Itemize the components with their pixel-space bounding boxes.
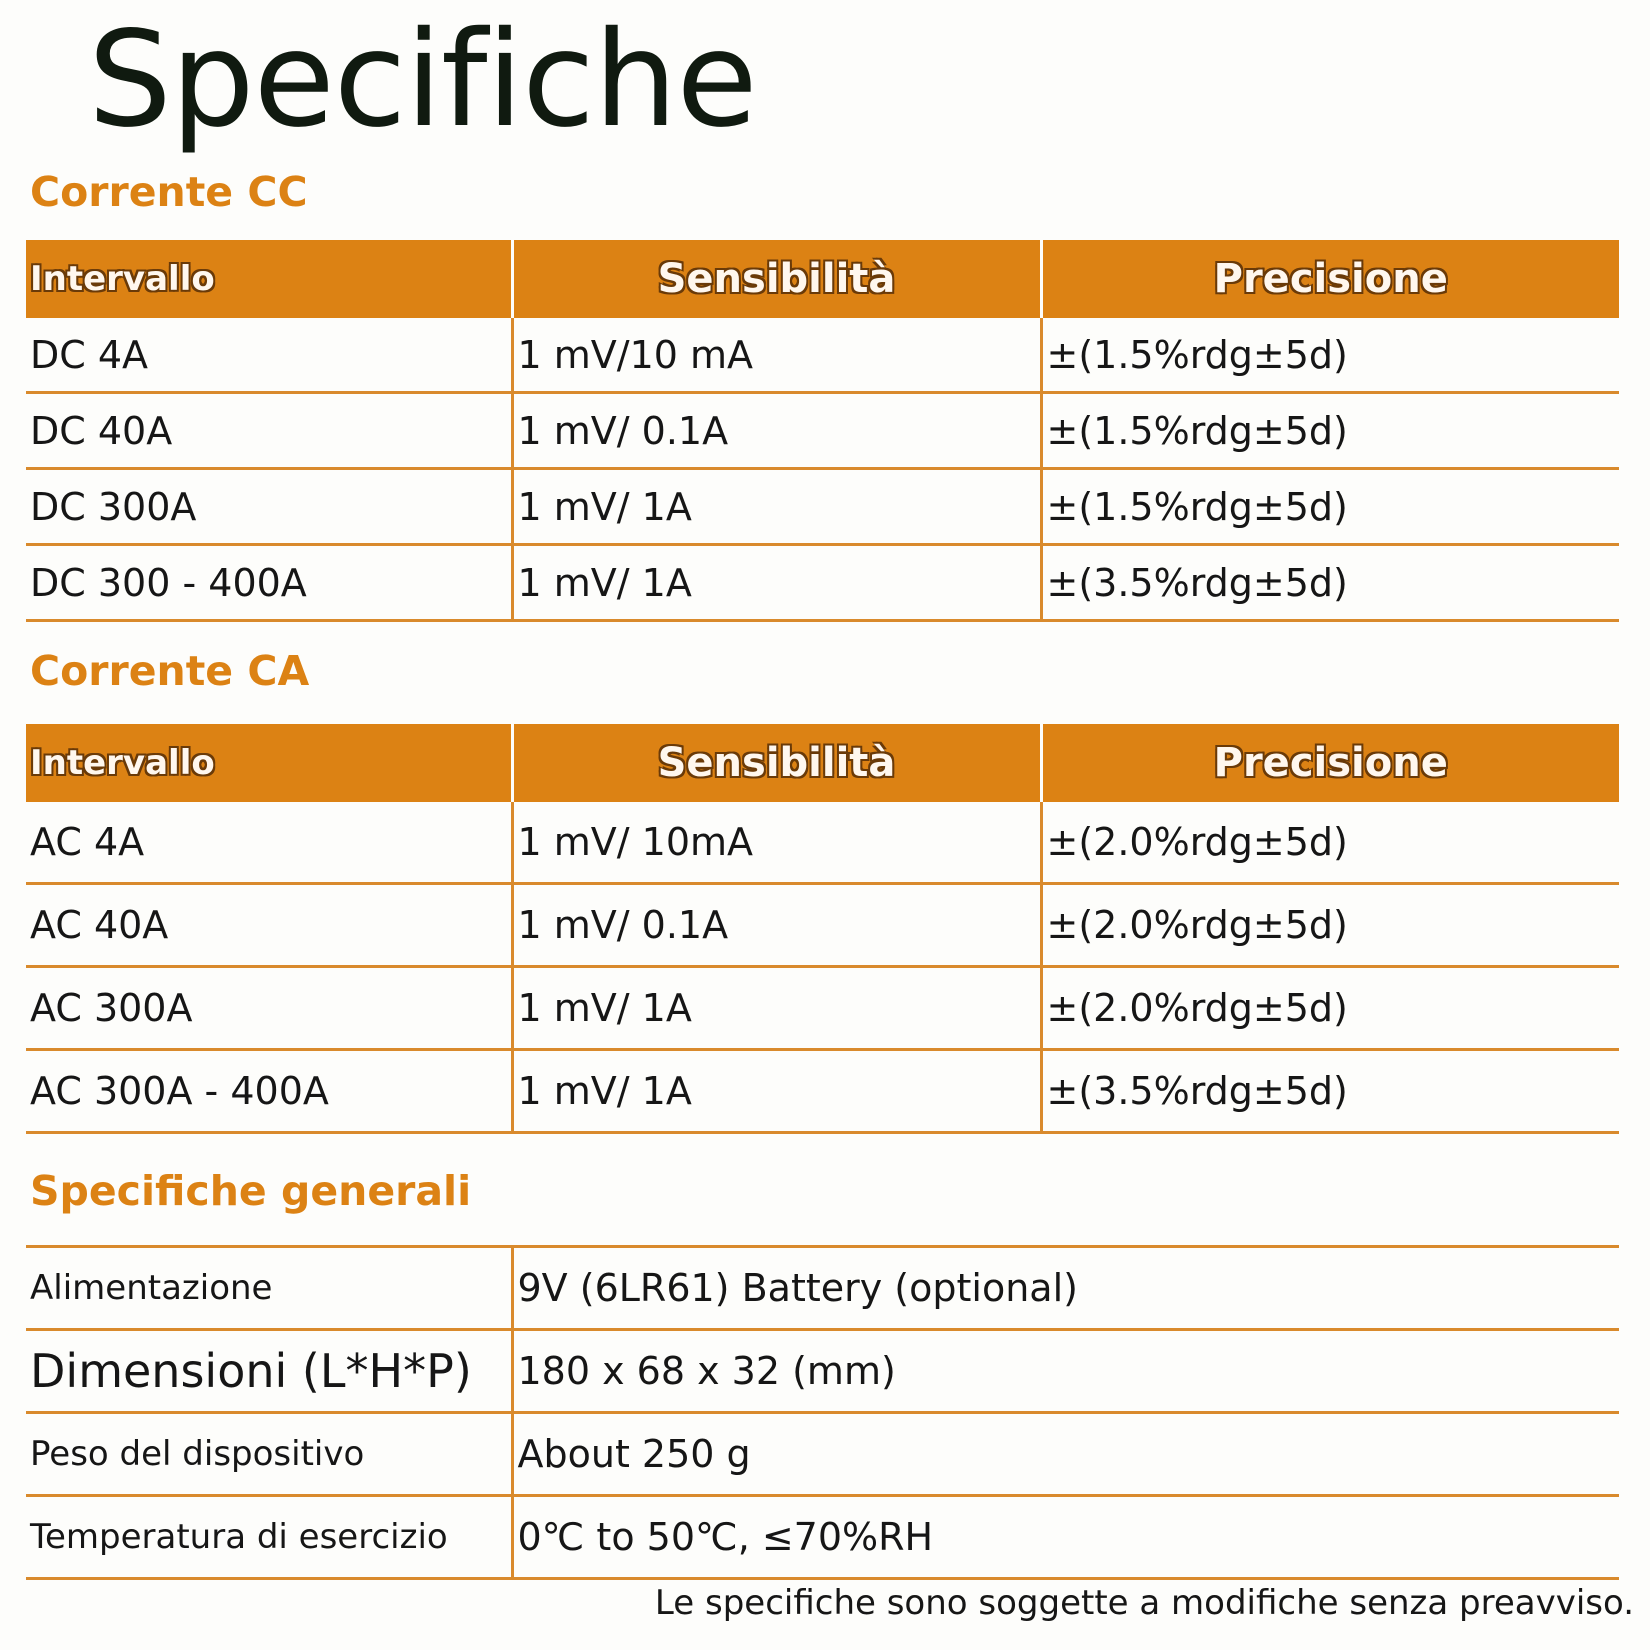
range-cell: AC 40A (26, 884, 512, 967)
header-sensitivity: Sensibilità (512, 724, 1041, 802)
range-cell: DC 300A (26, 469, 512, 545)
table-row (26, 469, 1619, 545)
table-row (26, 545, 1619, 621)
table-row (26, 1496, 1619, 1579)
accuracy-cell: ±(2.0%rdg±5d) (1041, 967, 1619, 1050)
header-sensitivity: Sensibilità (512, 240, 1041, 318)
accuracy-cell: ±(3.5%rdg±5d) (1041, 1050, 1619, 1133)
dc-spec-table (26, 240, 1619, 622)
table-header-row (26, 240, 1619, 318)
general-spec-table (26, 1245, 1619, 1580)
ac-section-title: Corrente CA (30, 647, 310, 695)
footnote: Le specifiche sono soggette a modifiche senza preavviso. (654, 1583, 1634, 1623)
dc-section-title: Corrente CC (30, 168, 308, 216)
page-title: Specifiche (88, 3, 757, 157)
table-header-row (26, 724, 1619, 802)
header-accuracy: Precisione (1041, 724, 1619, 802)
range-cell: DC 300 - 400A (26, 545, 512, 621)
spec-value: 180 x 68 x 32 (mm) (512, 1330, 1619, 1413)
table-row (26, 393, 1619, 469)
accuracy-cell: ±(3.5%rdg±5d) (1041, 545, 1619, 621)
ac-spec-table (26, 724, 1619, 1134)
spec-value: 9V (6LR61) Battery (optional) (512, 1247, 1619, 1330)
header-accuracy: Precisione (1041, 240, 1619, 318)
accuracy-cell: ±(1.5%rdg±5d) (1041, 469, 1619, 545)
table-row (26, 1247, 1619, 1330)
header-range: Intervallo (26, 724, 512, 802)
range-cell: DC 4A (26, 318, 512, 393)
accuracy-cell: ±(2.0%rdg±5d) (1041, 884, 1619, 967)
table-row (26, 318, 1619, 393)
spec-label: Dimensioni (L*H*P) (26, 1330, 512, 1413)
sensitivity-cell: 1 mV/ 0.1A (512, 884, 1041, 967)
table-row (26, 1330, 1619, 1413)
general-section-title: Specifiche generali (30, 1167, 472, 1215)
table-row (26, 802, 1619, 884)
accuracy-cell: ±(1.5%rdg±5d) (1041, 393, 1619, 469)
accuracy-cell: ±(2.0%rdg±5d) (1041, 802, 1619, 884)
sensitivity-cell: 1 mV/10 mA (512, 318, 1041, 393)
range-cell: DC 40A (26, 393, 512, 469)
table-row (26, 1413, 1619, 1496)
range-cell: AC 300A - 400A (26, 1050, 512, 1133)
table-row (26, 967, 1619, 1050)
sensitivity-cell: 1 mV/ 1A (512, 967, 1041, 1050)
spec-label: Peso del dispositivo (26, 1413, 512, 1496)
spec-value: 0℃ to 50℃, ≤70%RH (512, 1496, 1619, 1579)
spec-value: About 250 g (512, 1413, 1619, 1496)
spec-label: Temperatura di esercizio (26, 1496, 512, 1579)
sensitivity-cell: 1 mV/ 10mA (512, 802, 1041, 884)
header-range: Intervallo (26, 240, 512, 318)
sensitivity-cell: 1 mV/ 1A (512, 1050, 1041, 1133)
sensitivity-cell: 1 mV/ 1A (512, 469, 1041, 545)
range-cell: AC 4A (26, 802, 512, 884)
spec-label: Alimentazione (26, 1247, 512, 1330)
sensitivity-cell: 1 mV/ 0.1A (512, 393, 1041, 469)
table-row (26, 884, 1619, 967)
range-cell: AC 300A (26, 967, 512, 1050)
accuracy-cell: ±(1.5%rdg±5d) (1041, 318, 1619, 393)
table-row (26, 1050, 1619, 1133)
sensitivity-cell: 1 mV/ 1A (512, 545, 1041, 621)
